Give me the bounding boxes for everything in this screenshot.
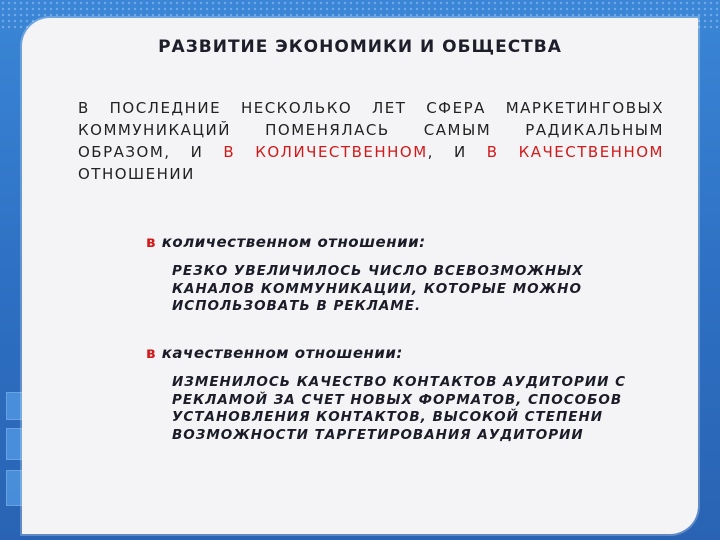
slide-title: РАЗВИТИЕ ЭКОНОМИКИ И ОБЩЕСТВА — [158, 37, 562, 57]
heading-text: качественном отношении: — [156, 344, 403, 362]
section-heading-quantitative — [146, 233, 426, 251]
intro-paragraph — [78, 97, 664, 185]
intro-text: В ПОСЛЕДНИЕ НЕСКОЛЬКО ЛЕТ СФЕРА МАРКЕТИНГОВЫХ КОММУНИКАЦИЙ ПОМЕНЯЛАСЬ САМЫМ РАДИКАЛЬНЫМ ОБРАЗОМ, И — [78, 99, 664, 161]
intro-highlight-qualitative: В КАЧЕСТВЕННОМ — [486, 143, 664, 161]
intro-text: , И — [427, 143, 487, 161]
section-body-qualitative: ИЗМЕНИЛОСЬ КАЧЕСТВО КОНТАКТОВ АУДИТОРИИ С РЕКЛАМОЙ ЗА СЧЕТ НОВЫХ ФОРМАТОВ, СПОСОБОВ УСТАНОВЛЕНИЯ КОНТАКТОВ, ВЫСОКОЙ СТЕПЕНИ ВОЗМОЖНОСТИ ТАРГЕТИРОВАНИЯ АУДИТОРИИ — [172, 374, 627, 443]
section-heading-qualitative — [146, 344, 403, 362]
heading-text: количественном отношении: — [156, 233, 426, 251]
intro-highlight-quantitative: В КОЛИЧЕСТВЕННОМ — [223, 143, 428, 161]
heading-initial: в — [146, 344, 156, 362]
heading-initial: в — [146, 233, 156, 251]
intro-text: ОТНОШЕНИИ — [78, 165, 195, 183]
section-body-quantitative: РЕЗКО УВЕЛИЧИЛОСЬ ЧИСЛО ВСЕВОЗМОЖНЫХ КАНАЛОВ КОММУНИКАЦИИ, КОТОРЫЕ МОЖНО ИСПОЛЬЗОВАТЬ В РЕКЛАМЕ. — [172, 263, 584, 314]
